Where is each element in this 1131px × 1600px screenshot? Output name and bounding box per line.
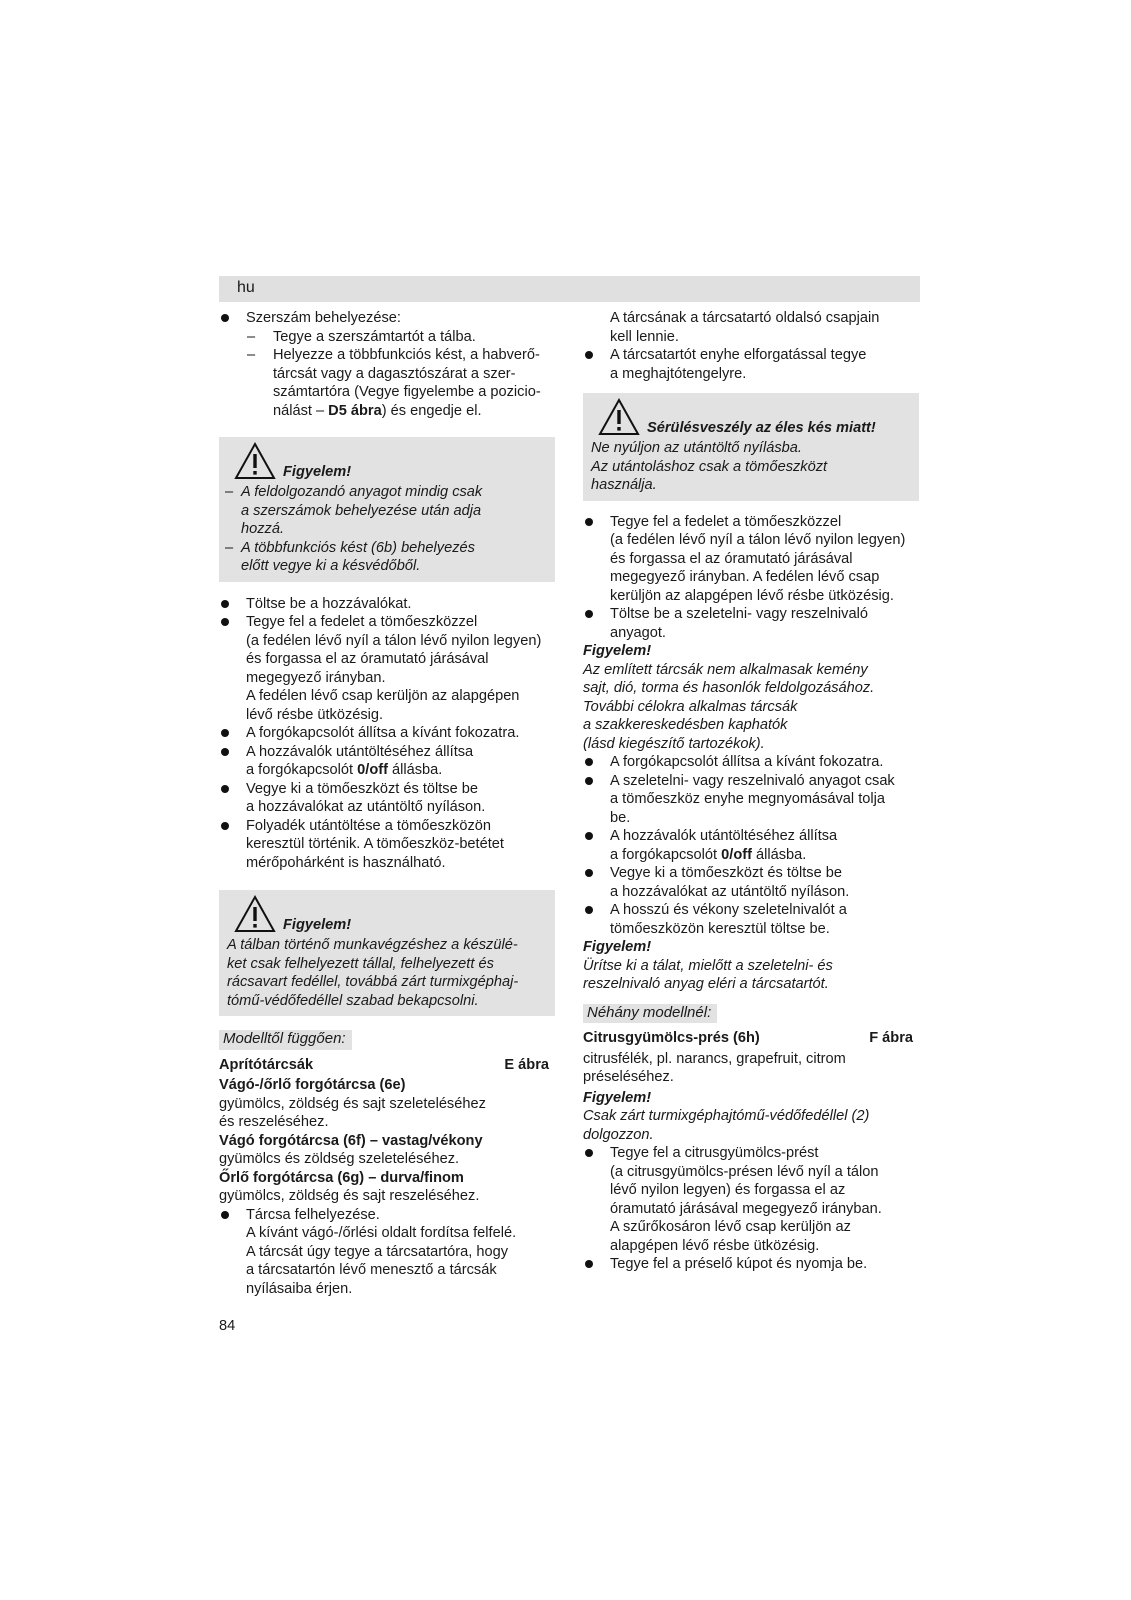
bullet-item: Tegye fel a fedelet a tömőeszközzel (a fedélen lévő nyíl a tálon lévő nyilon legyen) és forgassa el az óramutató járásával megegyező irányban. A fedélen lévő csap kerüljön az alapgépen lévő résbe ütközésig.: [219, 613, 555, 724]
language-bar: [219, 276, 920, 302]
warning-title: Figyelem!: [283, 916, 352, 933]
warning-title: Figyelem!: [283, 463, 352, 480]
dash-item: – Helyezze a többfunkciós kést, a habverő- tárcsát vagy a dagasztószárat a szer- számtartóra (Vegye figyelembe a pozicio- nálást – D5 ábra) és engedje el.: [219, 346, 555, 420]
warning-box: Figyelem! A tálban történő munkavégzéshez a készülé- ket csak felhelyezett tállal, felhelyezett és rácsavart fedéllel, továbbá zárt turmixgéphaj- tómű-védőfedéllel szabad bekapcsolni.: [219, 890, 555, 1016]
dash-item: – Tegye a szerszámtartót a tálba.: [219, 328, 555, 347]
bullet-item: A hozzávalók utántöltéséhez állítsa a forgókapcsolót 0/off állásba.: [583, 827, 919, 864]
subheading: Őrlő forgótárcsa (6g) – durva/finom: [219, 1169, 464, 1186]
attention-title: Figyelem!: [583, 1089, 652, 1106]
warning-triangle-icon: [233, 894, 277, 934]
bullet-item: A tárcsatartót enyhe elforgatással tegye a meghajtótengelyre.: [583, 346, 919, 383]
language-code: hu: [237, 279, 255, 296]
warning-box: [219, 437, 555, 582]
figure-ref: F ábra: [869, 1030, 913, 1046]
warning-box: Sérülésveszély az éles kés miatt! Ne nyúljon az utántöltő nyílásba. Az utántoláshoz csak a tömőeszközt használja.: [583, 393, 919, 501]
section-heading: Aprítótárcsák E ábra: [219, 1056, 549, 1073]
bullet-item: Tegye fel a fedelet a tömőeszközzel (a fedélen lévő nyíl a tálon lévő nyilon legyen) és forgassa el az óramutató járásával megegyező irányban. A fedélen lévő csap kerüljön az alapgépen lévő résbe ütközésig.: [583, 513, 919, 606]
attention-text: Ürítse ki a tálat, mielőtt a szeletelni- és reszelnivaló anyag eléri a tárcsatartót.: [583, 957, 833, 992]
section-heading: Citrusgyümölcs-prés (6h) F ábra: [583, 1030, 913, 1046]
attention-text: Az említett tárcsák nem alkalmasak kemény sajt, dió, torma és hasonlók feldolgozásához. További célokra alkalmas tárcsák a szakkereskedésben kaphatók (lásd kiegészítő tartozékok).: [583, 661, 875, 752]
bullet-item: Töltse be a hozzávalókat.: [219, 595, 555, 614]
bullet-item: Tegye fel a citrusgyümölcs-prést (a citrusgyümölcs-présen lévő nyíl a tálon lévő nyilon legyen) és forgassa el az óramutató járásával megegyező irányban. A szűrőkosáron lévő csap kerüljön az alapgépen lévő résbe ütközésig.: [583, 1144, 919, 1255]
model-label: Néhány modellnél:: [583, 1004, 717, 1024]
attention-text: Csak zárt turmixgéphajtómű-védőfedéllel (2) dolgozzon.: [583, 1108, 870, 1143]
subheading: Vágó forgótárcsa (6f) – vastag/vékony: [219, 1132, 483, 1149]
page-number: 84: [219, 1318, 236, 1334]
model-label: Modelltől függően:: [219, 1030, 352, 1050]
paragraph: citrusfélék, pl. narancs, grapefruit, citrom préseléséhez.: [583, 1050, 846, 1085]
warning-item: – A többfunkciós kést (6b) behelyezés előtt vegye ki a késvédőből.: [227, 539, 549, 576]
bullet-item: A forgókapcsolót állítsa a kívánt fokozatra.: [583, 753, 919, 772]
right-column: [583, 309, 919, 1274]
bullet-item: Folyadék utántöltése a tömőeszközön keresztül történik. A tömőeszköz-betétet mérőpohárként is használható.: [219, 817, 555, 873]
warning-item: – A feldolgozandó anyagot mindig csak a szerszámok behelyezése után adja hozzá.: [227, 483, 549, 539]
bullet-item: Vegye ki a tömőeszközt és töltse be a hozzávalókat az utántöltő nyíláson.: [583, 864, 919, 901]
warning-triangle-icon: [597, 397, 641, 437]
attention-title: Figyelem!: [583, 939, 652, 955]
paragraph: A tárcsának a tárcsatartó oldalsó csapjain kell lennie.: [610, 310, 880, 345]
left-column: [219, 309, 555, 1298]
bullet-item: Tegye fel a préselő kúpot és nyomja be.: [583, 1255, 919, 1274]
subheading: Vágó-/őrlő forgótárcsa (6e): [219, 1077, 406, 1093]
paragraph: gyümölcs, zöldség és sajt szeleteléséhez és reszeléséhez.: [219, 1095, 486, 1130]
bullet-item: A szeletelni- vagy reszelnivaló anyagot csak a tömőeszköz enyhe megnyomásával tolja be.: [583, 772, 919, 828]
bullet-item: A hozzávalók utántöltéséhez állítsa a forgókapcsolót 0/off állásba.: [219, 743, 555, 780]
bullet-item: Vegye ki a tömőeszközt és töltse be a hozzávalókat az utántöltő nyíláson.: [219, 780, 555, 817]
bullet-item: Töltse be a szeletelni- vagy reszelnivaló anyagot.: [583, 605, 919, 642]
paragraph: gyümölcs, zöldség és sajt reszeléséhez.: [219, 1188, 480, 1204]
bullet-tool-insert: Szerszám behelyezése:: [219, 309, 555, 328]
bullet-item: A forgókapcsolót állítsa a kívánt fokozatra.: [219, 724, 555, 743]
bullet-item: A hosszú és vékony szeletelnivalót a tömőeszközön keresztül töltse be.: [583, 901, 919, 938]
attention-title: Figyelem!: [583, 643, 652, 659]
bullet-item: Tárcsa felhelyezése. A kívánt vágó-/őrlési oldalt fordítsa felfelé. A tárcsát úgy tegye a tárcsatartóra, hogy a tárcsatartón lévő menesztő a tárcsák nyílásaiba érjen.: [219, 1206, 555, 1299]
figure-ref: E ábra: [504, 1056, 549, 1073]
warning-title: Sérülésveszély az éles kés miatt!: [647, 419, 876, 436]
warning-triangle-icon: [233, 441, 277, 481]
paragraph: gyümölcs és zöldség szeleteléséhez.: [219, 1151, 460, 1167]
